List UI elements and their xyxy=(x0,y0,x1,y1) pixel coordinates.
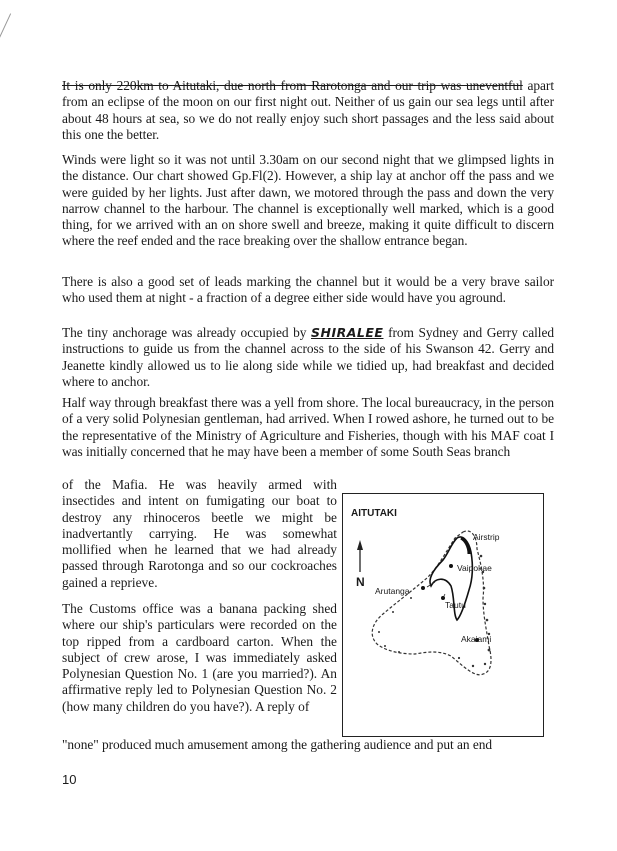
label-akaiami: Akaiami xyxy=(461,634,492,644)
paragraph-6: The Customs office was a banana packing shed where our ship's particulars were recorded on the top ripped from a cardboard carton. When the subject of crew arose, I was immediately asked Polynesian Question No. 1 (are you married?). An affirmative reply led to Polynesian Question No. 2 (how many children do you have?). A reply of xyxy=(62,601,337,714)
paragraph-4: The tiny anchorage was already occupied by SHIRALEE from Sydney and Gerry called instructions to guide us from the channel across to the side of his Swanson 42. Gerry and Jeanette kindly allowed us to lie along side while we tidied up, had breakfast and decided where to anchor. xyxy=(62,325,554,389)
vaipokae-dot xyxy=(449,564,453,568)
paragraph-5: Half way through breakfast there was a yell from shore. The local bureaucracy, in the person of a very solid Polynesian gentleman, had arrived. When I rowed ashore, he turned out to be the representative of the Ministry of Agriculture and Fisheries, though with his MAF coat I was initially concerned that he may have been a member of some South Seas branch xyxy=(62,395,554,459)
page-number: 10 xyxy=(62,772,77,787)
paragraph-2: Winds were light so it was not until 3.30am on our second night that we glimpsed lights in the distance. Our chart showed Gp.Fl(2). However, a ship lay at anchor off the pass and we were guided by her lights. Just after dawn, we motored through the pass and down the very narrow channel to the harbour. The channel is exceptionally well marked, which is a good thing, for we arrived with an on shore swell and breeze, making it quite difficult to discern where the reef ended and the race breaking over the shallow entrance began. xyxy=(62,152,554,249)
north-label: N xyxy=(356,575,365,589)
paragraph-6-end: "none" produced much amusement among the gathering audience and put an end xyxy=(62,737,493,752)
boat-name: SHIRALEE xyxy=(311,325,384,340)
label-airstrip: Airstrip xyxy=(473,532,500,542)
paragraph-3: There is also a good set of leads marking the channel but it would be a very brave sailor who used them at night - a fraction of a degree either side would have you aground. xyxy=(62,274,554,306)
reef-outline xyxy=(372,531,491,675)
scan-mark xyxy=(0,13,11,44)
north-arrow-head xyxy=(357,540,363,550)
arutanga-dot xyxy=(421,586,425,590)
aitutaki-map xyxy=(342,493,544,737)
label-tautu: Tautu xyxy=(445,600,466,610)
label-vaipokae: Vaipokae xyxy=(457,563,492,573)
label-arutanga: Arutanga xyxy=(375,586,410,596)
map-graphic xyxy=(343,494,543,736)
paragraph-5-wrap: of the Mafia. He was heavily armed with insectides and intent on fumigating our boat to destroy any rhinoceros beetle we might be inadvertantly carrying. He was somewhat mollified when he learned that we had already passed through Rarotonga and so our cockroaches gained a reprieve. xyxy=(62,477,337,590)
map-title: AITUTAKI xyxy=(351,508,397,519)
paragraph-1: It is only 220km to Aitutaki, due north from Rarotonga and our trip was uneventful apart from an eclipse of the moon on our first night out. Neither of us gain our sea legs until after about 48 hours at sea, so we do not really enjoy such short passages and the less said about this one the better. xyxy=(62,78,554,142)
airstrip-mark xyxy=(461,538,469,554)
